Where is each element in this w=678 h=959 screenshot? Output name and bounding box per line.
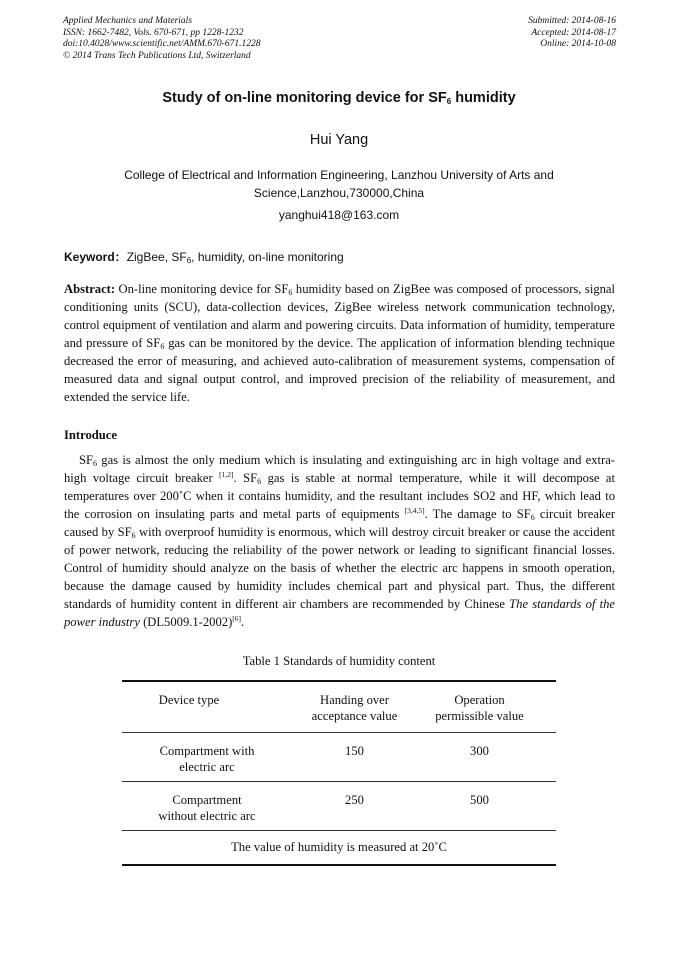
table-cell: 500 — [470, 793, 489, 807]
table-cell: 300 — [470, 744, 489, 758]
header-operation: Operation permissible value — [435, 693, 524, 723]
keywords-label: Keyword： — [64, 250, 127, 264]
copyright: © 2014 Trans Tech Publications Ltd, Switzerland — [63, 50, 251, 61]
online-date: Online: 2014-10-08 — [540, 39, 616, 49]
table-row — [122, 782, 556, 830]
intro-paragraph: $SF_6$ gas is almost the only medium which is insulating and extinguishing arc in high voltage and extra-high voltage circuit breaker [1,2]. $SF_6$ gas is stable at normal temperature, while it will decompose at temperatures over 200˚C when it contains humidity, and the resultant includes SO2 and HF, which lead to the corrosion on insulating parts and metal parts of equipments [3,4,5]. The damage to $SF_6$ circuit breaker caused by $SF_6$ with overproof humidity is enormous, which will destroy circuit breaker or cause the accident of power network, reducing the reliability of the power network or leading to significant financial losses. Control of humidity should analyze on the basis of whether the electric arc happens in smooth operation, because the damage caused by humidity includes chemical part and physical part. Thus, the different standards of humidity content in different air chambers are recommended by Chinese The standards of the power industry (DL5009.1-2002)[6]. — [64, 453, 616, 629]
keywords: Keyword：ZigBee, $SF_6$, humidity, on-line monitoring — [64, 250, 344, 265]
humidity-table — [122, 680, 556, 866]
author-email: yanghui418@163.com — [278, 208, 400, 222]
accepted-date: Accepted: 2014-08-17 — [531, 27, 616, 38]
affiliation: College of Electrical and Information Engineering, Lanzhou University of Arts and Science,Lanzhou,730000,China — [124, 168, 554, 200]
submitted-date: Submitted: 2014-08-16 — [528, 16, 616, 26]
table-bottom-rule — [122, 864, 556, 866]
table-cell: Compartment without electric arc — [158, 793, 256, 823]
citation: [6] — [232, 614, 242, 623]
table-cell: 250 — [345, 793, 364, 807]
issn: ISSN: 1662-7482, Vols. 670-671, pp 1228-1232 — [63, 27, 244, 38]
section-heading: Introduce — [64, 428, 117, 442]
table-row — [122, 733, 556, 781]
table-cell: 150 — [345, 744, 364, 758]
paper-title: Study of on-line monitoring device for $SF_6$ humidity — [162, 90, 516, 106]
citation: [1,2] — [219, 470, 234, 479]
journal-header — [63, 16, 260, 62]
author-name: Hui Yang — [309, 132, 369, 148]
table-cell: Compartment with electric arc — [159, 744, 255, 774]
table-note: The value of humidity is measured at 20˚C — [231, 840, 447, 854]
header-handing-over: Handing over acceptance value — [311, 693, 398, 723]
doi: doi:10.4028/www.scientific.net/AMM.670-671.1228 — [63, 39, 261, 49]
abstract-label: Abstract: — [64, 282, 116, 296]
table-header-row — [122, 682, 556, 732]
citation: [3,4,5] — [404, 506, 425, 515]
journal-name: Applied Mechanics and Materials — [63, 16, 193, 26]
dates-header — [528, 16, 616, 51]
table-caption: Table 1 Standards of humidity content — [242, 654, 436, 668]
abstract: Abstract: On-line monitoring device for $SF_6$ humidity based on ZigBee was composed of processors, signal conditioning units (SCU), data-collection devices, ZigBee wireless network communication technology, control equipment of ventilation and alarm and powering circuits. Data information of humidity, temperature and pressure of $SF_6$ gas can be monitored by the device. The application of information blending technique decreased the error of measuring, and achieved auto-calibration of measurement systems, compensation of measured data and signal output control, and improved precision of the reliability of measurement, and extended the service life. — [64, 282, 615, 404]
header-device-type: Device type — [158, 693, 220, 707]
